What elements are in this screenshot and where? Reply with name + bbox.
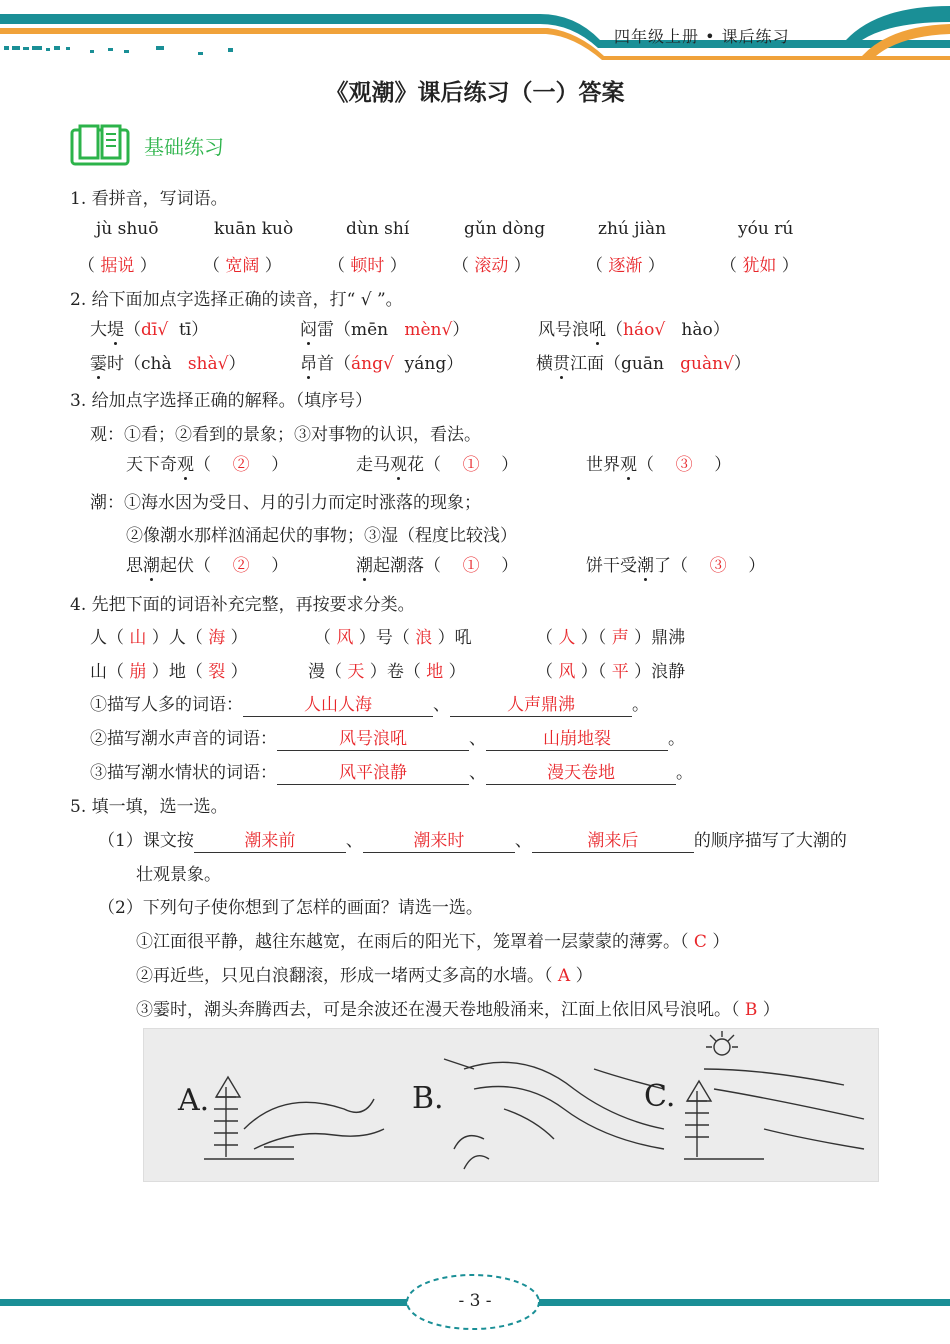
q3-guan-definition: 观：①看；②看到的景象；③对事物的认识，看法。 [90, 425, 481, 445]
q5-prompt: 5. 填一填，选一选。 [70, 797, 228, 817]
q1-answer-box: （ 宽阔 ） [203, 256, 282, 276]
q1-answer: 逐渐 [608, 256, 643, 276]
q4-idiom: 人（ 山 ）人（ 海 ） [90, 628, 248, 648]
q1-prompt: 1. 看拼音，写词语。 [70, 189, 228, 209]
q2-item: 昂首（áng√ yáng） [300, 354, 464, 374]
picture-label-c: C. [644, 1079, 676, 1114]
q5-sentence: ③霎时，潮头奔腾西去，可是余波还在漫天卷地般涌来，江面上依旧风号浪吼。（ B ） [136, 1000, 780, 1020]
q5-part1: （1）课文按 潮来前 、 潮来时 、 潮来后 的顺序描写了大潮的 [98, 831, 847, 851]
q3-prompt: 3. 给加点字选择正确的解释。（填序号） [70, 391, 373, 411]
page-title: 《观潮》课后练习（一）答案 [325, 80, 625, 106]
q1-answer-box: （ 犹如 ） [720, 256, 799, 276]
q5-part2-prompt: （2）下列句子使你想到了怎样的画面？请选一选。 [98, 898, 483, 918]
q4-idiom: （ 人 ）（ 声 ）鼎沸 [536, 628, 686, 648]
page-number: - 3 - [458, 1291, 492, 1311]
q1-pinyin: kuān kuò [214, 219, 294, 239]
q1-answer: 宽阔 [225, 256, 260, 276]
q2-item: 风号浪吼（háo√ hào） [538, 320, 730, 340]
q1-answer: 滚动 [474, 256, 509, 276]
q3-item: 潮起潮落（ ① ） [356, 556, 519, 576]
q5-part1-cont: 壮观景象。 [136, 865, 221, 885]
q4-prompt: 4. 先把下面的词语补充完整，再按要求分类。 [70, 595, 415, 615]
q4-category-3: ③描写潮水情状的词语： 风平浪静 、 漫天卷地 。 [90, 763, 693, 783]
q1-pinyin: zhú jiàn [598, 219, 667, 239]
q3-item: 走马观花（ ① ） [356, 455, 519, 475]
q1-answer: 据说 [100, 256, 135, 276]
q1-answer-box: （ 逐渐 ） [586, 256, 665, 276]
q4-idiom: （ 风 ）号（ 浪 ）吼 [314, 628, 472, 648]
q4-category-1: ①描写人多的词语： 人山人海 、 人声鼎沸 。 [90, 695, 649, 715]
q2-prompt: 2. 给下面加点字选择正确的读音，打“ √ ”。 [70, 290, 403, 310]
picture-label-b: B. [412, 1081, 444, 1116]
q3-chao-definition: ②像潮水那样汹涌起伏的事物；③湿（程度比较浅） [126, 526, 517, 546]
header-tag: 四年级上册 • 课后练习 [614, 27, 790, 46]
q5-sentence: ②再近些，只见白浪翻滚，形成一堵两丈多高的水墙。（ A ） [136, 966, 593, 986]
q1-answer-box: （ 据说 ） [78, 256, 157, 276]
q1-pinyin: jù shuō [96, 219, 159, 239]
q1-pinyin: yóu rú [738, 219, 794, 239]
q2-item: 大堤（dī√ tī） [90, 320, 209, 340]
picture-label-a: A. [178, 1083, 210, 1118]
q3-item: 天下奇观（ ② ） [126, 455, 289, 475]
q4-idiom: 山（ 崩 ）地（ 裂 ） [90, 662, 248, 682]
q3-item: 思潮起伏（ ② ） [126, 556, 289, 576]
q3-item: 饼干受潮了（ ③ ） [586, 556, 766, 576]
q1-answer: 犹如 [742, 256, 777, 276]
q2-item: 闷雷（mēn mèn√） [300, 320, 470, 340]
tide-sketch-image [143, 1028, 879, 1182]
q3-item: 世界观（ ③ ） [586, 455, 732, 475]
q1-answer-box: （ 顿时 ） [328, 256, 407, 276]
q4-category-2: ②描写潮水声音的词语： 风号浪吼 、 山崩地裂 。 [90, 729, 685, 749]
open-book-icon [70, 124, 130, 171]
q2-item: 霎时（chà shà√） [90, 354, 246, 374]
q1-pinyin: gǔn dòng [464, 219, 546, 239]
header-banner [0, 0, 950, 60]
section-heading: 基础练习 [144, 135, 224, 159]
q3-chao-definition: 潮：①海水因为受日、月的引力而定时涨落的现象； [90, 493, 481, 513]
q4-idiom: （ 风 ）（ 平 ）浪静 [536, 662, 686, 682]
q1-answer: 顿时 [350, 256, 385, 276]
q2-item: 横贯江面（guān guàn√） [536, 354, 751, 374]
q5-sentence: ①江面很平静，越往东越宽，在雨后的阳光下，笼罩着一层蒙蒙的薄雾。（ C ） [136, 932, 730, 952]
q1-pinyin: dùn shí [346, 219, 410, 239]
q1-answer-box: （ 滚动 ） [452, 256, 531, 276]
q4-idiom: 漫（ 天 ）卷（ 地 ） [308, 662, 466, 682]
